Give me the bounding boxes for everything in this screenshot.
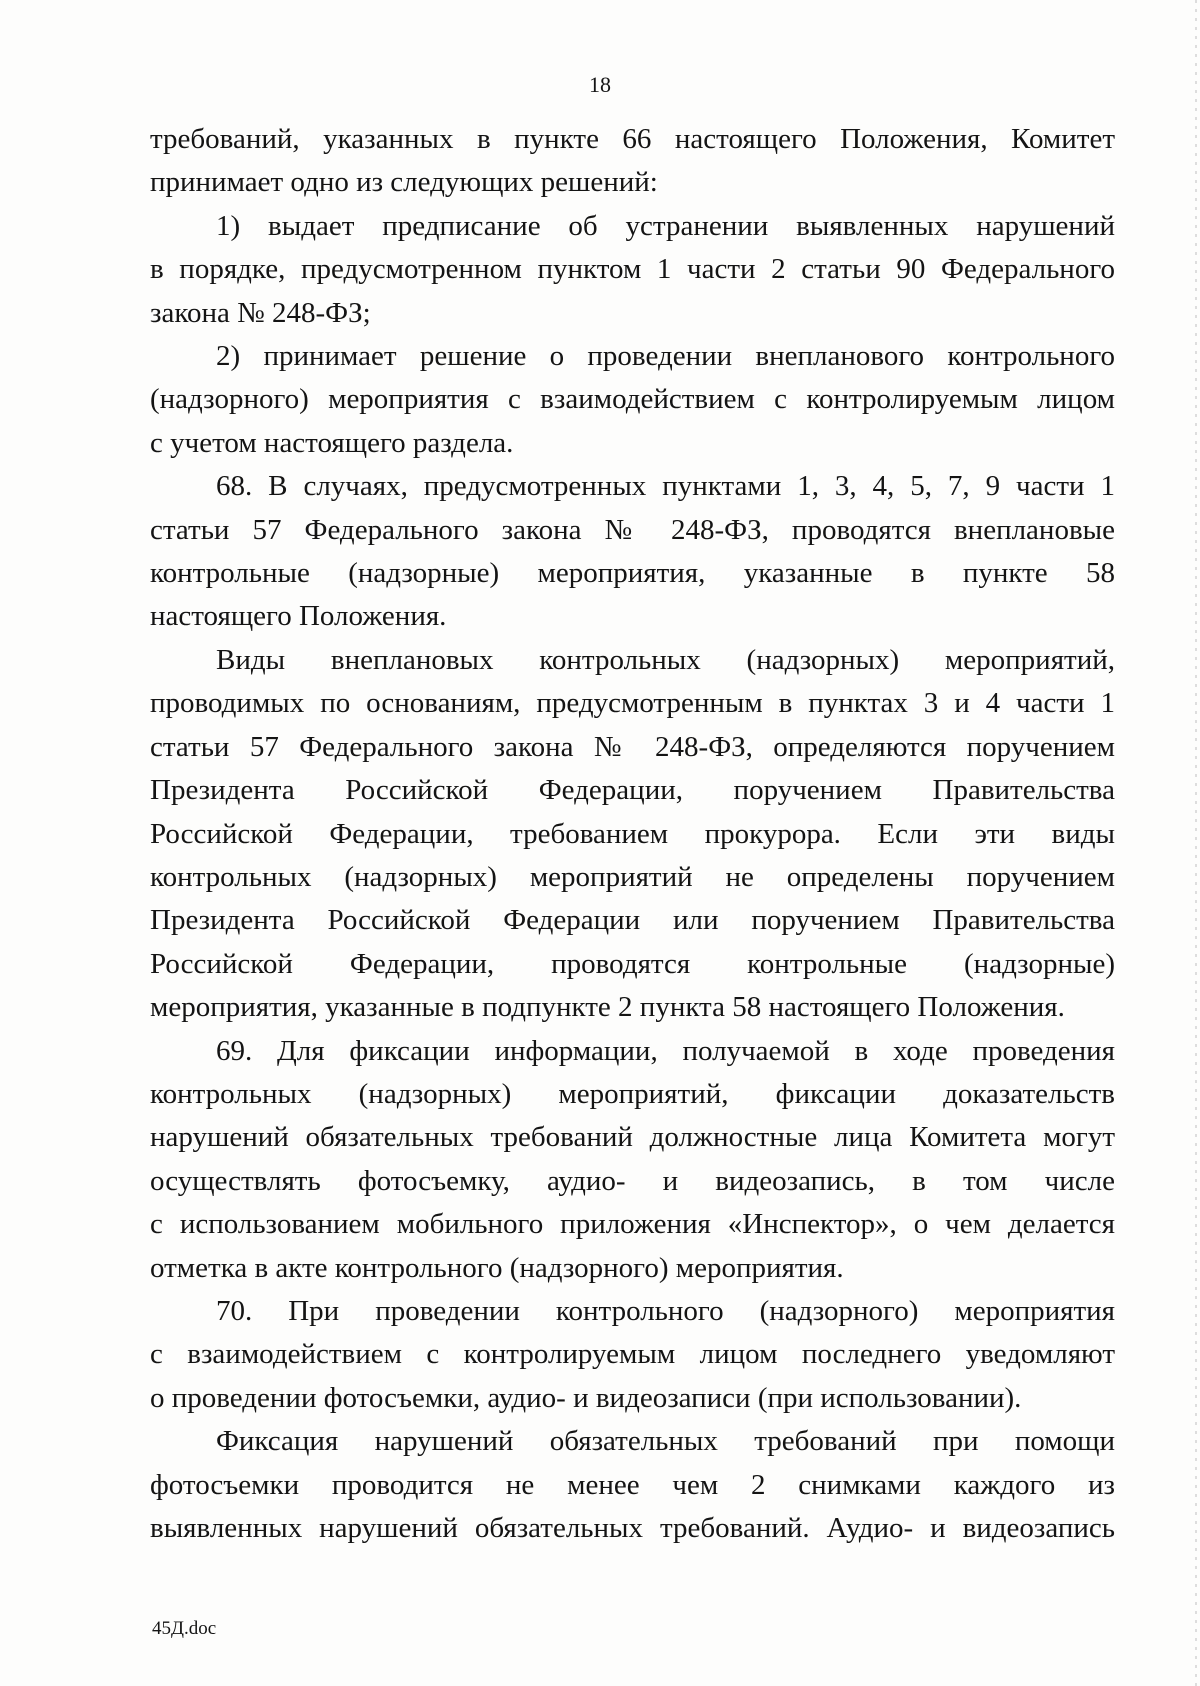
paragraph bbox=[150, 465, 1115, 639]
text-line: 68. В случаях, предусмотренных пунктами 1, 3, 4, 5, 7, 9 части 1 bbox=[216, 470, 1115, 503]
text-line: 70. При проведении контрольного (надзорного) мероприятия bbox=[216, 1294, 1115, 1327]
text-line: контрольных (надзорных) мероприятий не определены поручением bbox=[150, 860, 1115, 893]
text-line: закона № 248-ФЗ; bbox=[150, 296, 371, 329]
text-line: принимает одно из следующих решений: bbox=[150, 166, 658, 199]
document-body bbox=[150, 118, 1115, 1550]
text-line: требований, указанных в пункте 66 настоящего Положения, Комитет bbox=[150, 123, 1115, 155]
text-line: Виды внеплановых контрольных (надзорных) мероприятий, bbox=[216, 643, 1115, 676]
text-line: выявленных нарушений обязательных требований. Аудио- и видеозапись bbox=[150, 1512, 1115, 1544]
footer-filename: 45Д.doc bbox=[152, 1618, 217, 1639]
text-line: (надзорного) мероприятия с взаимодействием с контролируемым лицом bbox=[150, 383, 1115, 416]
page-number: 18 bbox=[589, 72, 611, 97]
text-line: 2) принимает решение о проведении внепланового контрольного bbox=[216, 340, 1115, 373]
paragraph bbox=[150, 1030, 1115, 1290]
scan-edge bbox=[1195, 0, 1197, 1686]
paragraph bbox=[150, 335, 1115, 465]
text-line: мероприятия, указанные в подпункте 2 пункта 58 настоящего Положения. bbox=[150, 991, 1065, 1024]
text-line: контрольных (надзорных) мероприятий, фиксации доказательств bbox=[150, 1077, 1115, 1110]
text-line: с учетом настоящего раздела. bbox=[150, 426, 514, 459]
paragraph bbox=[150, 205, 1115, 335]
text-line: фотосъемки проводится не менее чем 2 снимками каждого из bbox=[150, 1468, 1115, 1501]
text-line: статьи 57 Федерального закона № 248-ФЗ, проводятся внеплановые bbox=[150, 513, 1115, 546]
text-line: Президента Российской Федерации, поручением Правительства bbox=[150, 774, 1115, 807]
text-line: 1) выдает предписание об устранении выявленных нарушений bbox=[216, 209, 1115, 242]
paragraph bbox=[150, 118, 1115, 205]
text-line: статьи 57 Федерального закона № 248-ФЗ, определяются поручением bbox=[150, 730, 1115, 763]
text-line: Президента Российской Федерации или поручением Правительства bbox=[150, 904, 1115, 937]
paragraph bbox=[150, 1420, 1115, 1550]
text-line: отметка в акте контрольного (надзорного) мероприятия. bbox=[150, 1251, 844, 1284]
text-line: Российской Федерации, проводятся контрольные (надзорные) bbox=[150, 947, 1115, 980]
text-line: 69. Для фиксации информации, получаемой в ходе проведения bbox=[216, 1034, 1115, 1067]
text-line: нарушений обязательных требований должностные лица Комитета могут bbox=[150, 1121, 1115, 1154]
paragraph bbox=[150, 639, 1115, 1030]
text-line: с использованием мобильного приложения «Инспектор», о чем делается bbox=[150, 1208, 1115, 1241]
text-line: Российской Федерации, требованием прокурора. Если эти виды bbox=[150, 817, 1115, 850]
text-line: с взаимодействием с контролируемым лицом последнего уведомляют bbox=[150, 1338, 1115, 1371]
text-line: настоящего Положения. bbox=[150, 600, 447, 633]
paragraph bbox=[150, 1290, 1115, 1420]
text-line: осуществлять фотосъемку, аудио- и видеозапись, в том числе bbox=[150, 1164, 1115, 1197]
text-line: Фиксация нарушений обязательных требований при помощи bbox=[216, 1425, 1115, 1458]
text-line: проводимых по основаниям, предусмотренным в пунктах 3 и 4 части 1 bbox=[150, 687, 1115, 720]
text-line: о проведении фотосъемки, аудио- и видеозаписи (при использовании). bbox=[150, 1381, 1022, 1414]
text-line: контрольные (надзорные) мероприятия, указанные в пункте 58 bbox=[150, 557, 1115, 590]
text-line: в порядке, предусмотренном пунктом 1 части 2 статьи 90 Федерального bbox=[150, 253, 1115, 286]
